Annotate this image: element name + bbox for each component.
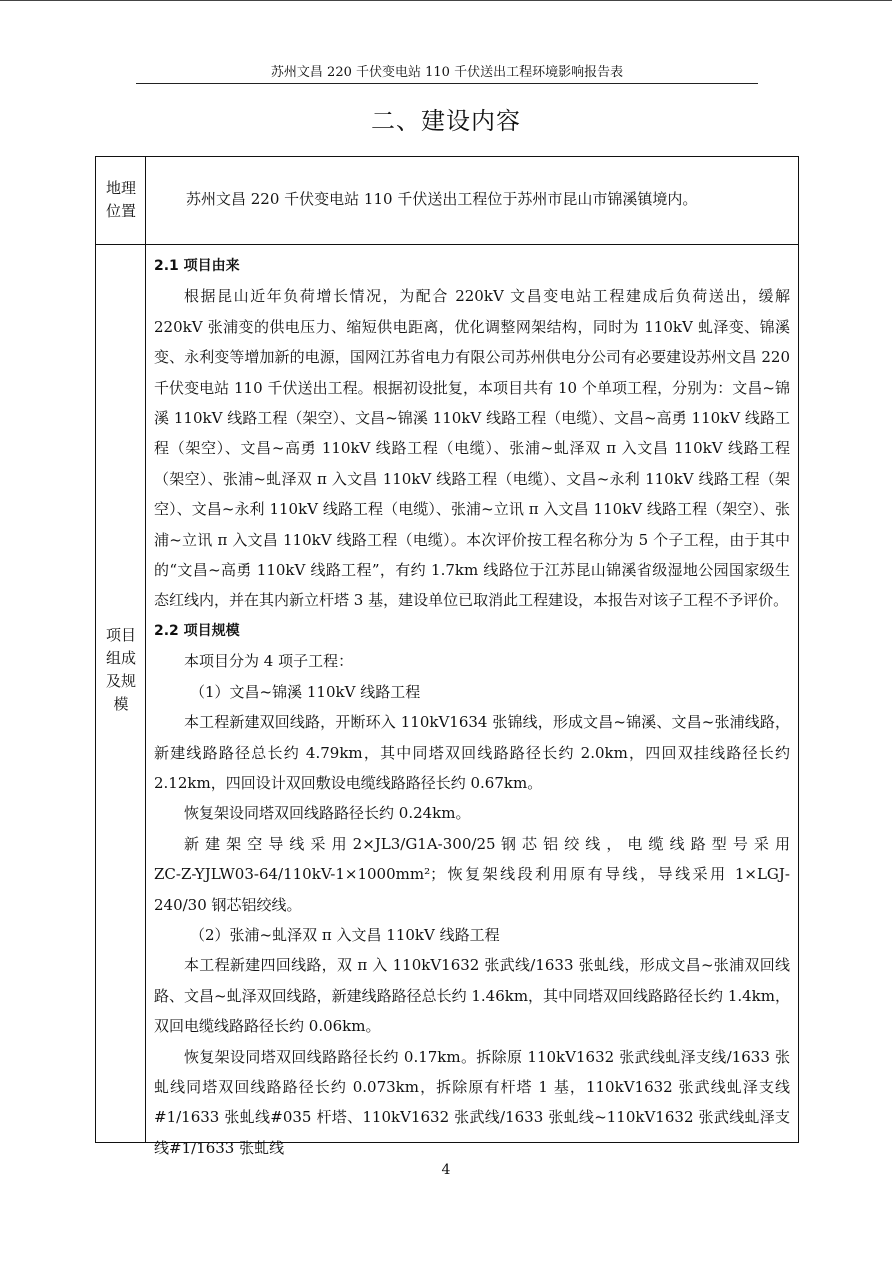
subproject-1-desc: 本工程新建双回线路，开断环入 110kV1634 张锦线，形成文昌~锦溪、文昌~张浦线路，新建线路路径总长约 4.79km，其中同塔双回线路路径长约 2.0km，四回双挂线路径长约 2.12km，四回设计双回敷设电缆线路路径长约 0.67km。: [154, 713, 790, 792]
heading-scale: 2.2 项目规模: [154, 622, 240, 639]
subproject-1-conductor-b: ZC-Z-YJLW03-64/110kV-1×1000mm²；恢复架线段利用原有导线，导线采用 1×LGJ-240/30 钢芯铝绞线。: [154, 865, 790, 914]
subproject-2-desc: 本工程新建四回线路，双 π 入 110kV1632 张武线/1633 张虬线，形成文昌~张浦双回线路、文昌~虬泽双回线路，新建线路路径总长约 1.46km，其中同塔双回线路路径长约 1.4km，双回电缆线路路径长约 0.06km。: [154, 956, 790, 1036]
page-top-border: [0, 0, 892, 1]
location-label: 地理位置: [105, 179, 136, 220]
subproject-2-restore: 恢复架设同塔双回线路路径长约 0.17km。拆除原 110kV1632 张武线虬泽支线/1633 张虬线同塔双回线路路径长约 0.073km，拆除原有杆塔 1 基，110kV1632 张武线虬泽支线#1/1633 张虬线#035 杆塔、110kV1632 张武线/1633 张虬线~110kV1632 张武线虬泽支线#1/1633 张虬线: [154, 1047, 790, 1157]
subproject-1-title: （1）文昌~锦溪 110kV 线路工程: [190, 682, 421, 701]
page-number: 4: [441, 1162, 451, 1178]
project-label: 项目组成及规模: [105, 626, 136, 713]
construction-content-table: [95, 156, 799, 1157]
heading-origin: 2.1 项目由来: [154, 258, 240, 274]
header-rule: [136, 83, 758, 84]
subproject-2-title: （2）张浦~虬泽双 π 入文昌 110kV 线路工程: [190, 925, 500, 944]
subproject-1-restore: 恢复架设同塔双回线路路径长约 0.24km。: [184, 804, 471, 823]
section-title: 二、建设内容: [371, 107, 521, 135]
running-header: 苏州文昌 220 千伏变电站 110 千伏送出工程环境影响报告表: [270, 65, 624, 80]
paragraph-subprojects: 本项目分为 4 项子工程：: [184, 652, 354, 671]
project-content: [154, 251, 790, 1163]
subproject-1-conductor-a: 新 建 架 空 导 线 采 用 2×JL3/G1A-300/25 钢 芯 铝 绞 线 ， 电 缆 线 路 型 号 采 用: [184, 834, 790, 853]
location-text: 苏州文昌 220 千伏变电站 110 千伏送出工程位于苏州市昆山市锦溪镇境内。: [186, 190, 698, 208]
row-divider: [96, 244, 798, 245]
paragraph-origin: 根据昆山近年负荷增长情况，为配合 220kV 文昌变电站工程建成后负荷送出，缓解 220kV 张浦变的供电压力、缩短供电距离，优化调整网架结构，同时为 110kV 虬泽变、锦溪变、永利变等增加新的电源，国网江苏省电力有限公司苏州供电分公司有必要建设苏州文昌 220 千伏变电站 110 千伏送出工程。根据初设批复，本项目共有 10 个单项工程，分别为：文昌~锦溪 110kV 线路工程（架空）、文昌~锦溪 110kV 线路工程（电缆）、文昌~高勇 110kV 线路工程（架空）、文昌~高勇 110kV 线路工程（电缆）、张浦~虬泽双 π 入文昌 110kV 线路工程（架空）、张浦~虬泽双 π 入文昌 110kV 线路工程（电缆）、文昌~永利 110kV 线路工程（架空）、文昌~永利 110kV 线路工程（电缆）、张浦~立讯 π 入文昌 110kV 线路工程（架空）、张浦~立讯 π 入文昌 110kV 线路工程（电缆）。本次评价按工程名称分为 5 个子工程，由于其中的“文昌~高勇 110kV 线路工程”，有约 1.7km 线路位于江苏昆山锦溪省级湿地公园国家级生态红线内，并在其内新立杆塔 3 基，建设单位已取消此工程建设，本报告对该子工程不予评价。: [154, 287, 790, 610]
